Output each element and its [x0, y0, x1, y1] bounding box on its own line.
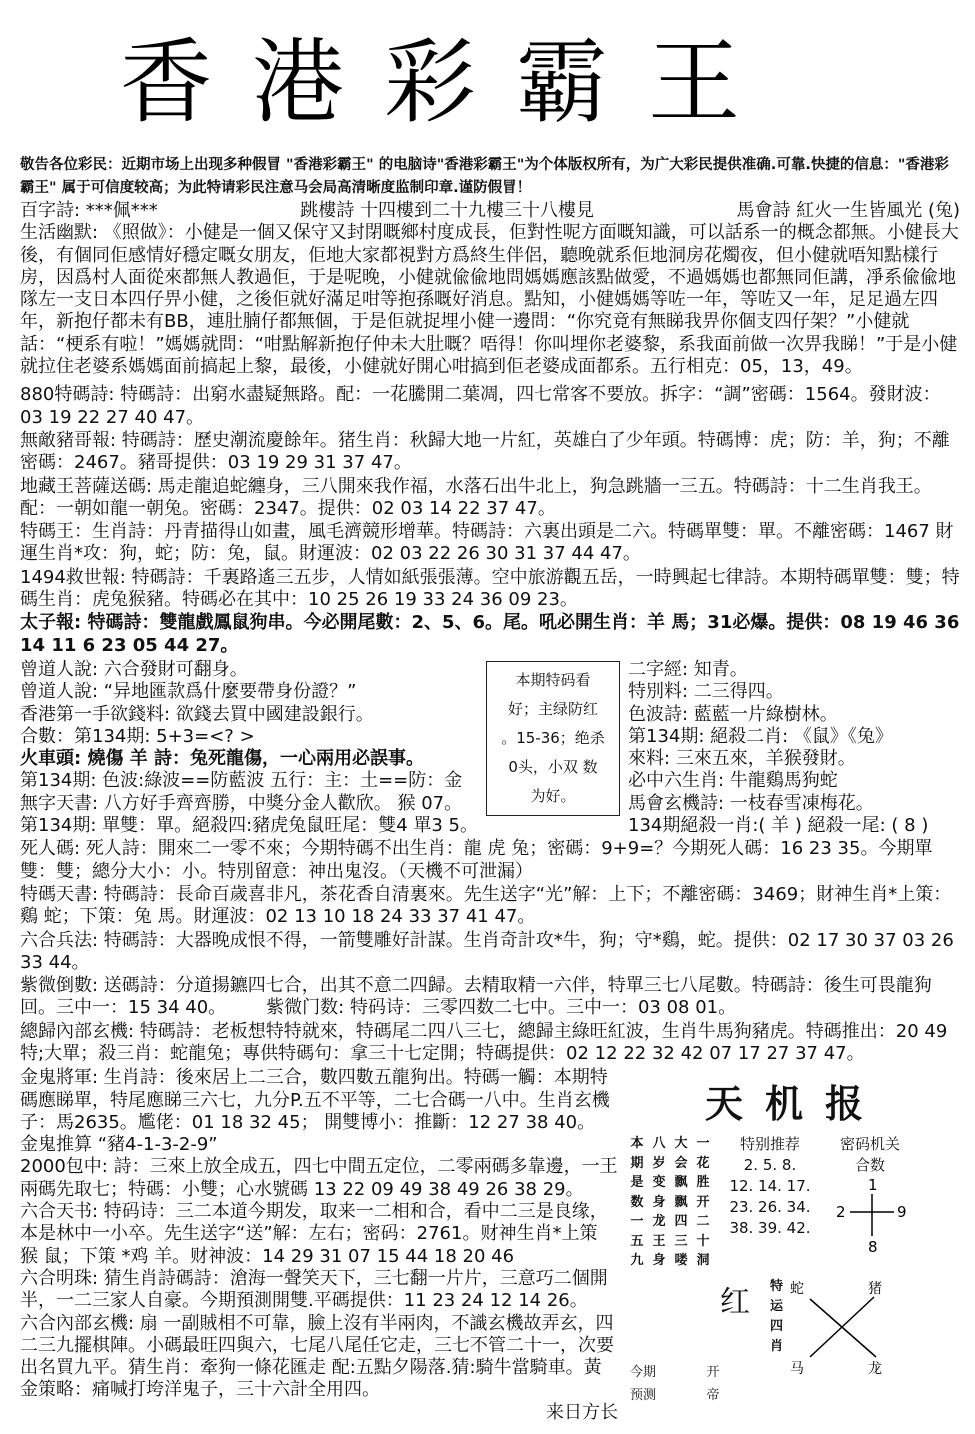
cross-right: 9 [897, 1203, 907, 1222]
box-line: 0头，小双 数 [508, 757, 598, 776]
box-line: 本期特码看 [515, 670, 591, 689]
right-line: 134期絕殺一肖:( 羊 ) 絕殺一尾: ( 8 ) [628, 815, 929, 837]
left-line: 無字天書: 八方好手齊齊勝，中獎分金人歡欣。 猴 07。 [20, 792, 463, 814]
section-zonggui: 總歸內部玄機: 特碼詩：老板想特特就來，特碼尾二四八三七，總歸主綠旺紅波，生肖牛馬狗豬虎。特碼推出：20 49特;大單；殺三肖：蛇龍兔；專供特碼句：拿三十七定開；特碼提供：02 12 22 32 42 07 17 27 37 47。 [20, 1020, 948, 1064]
section-ziwei-block [20, 975, 960, 1020]
recommend-row: 38. 39. 42. [729, 1219, 811, 1238]
cross-top: 1 [868, 1176, 878, 1195]
left-line: 曾道人說: 六合發財可翻身。 [20, 658, 248, 680]
section-tianshu: 特碼天書: 特碼詩：長命百歲喜非凡，茶花香自清裏來。先生送字“光”解：上下；不離密碼：3469；財神生肖*上策：鷄 蛇；下策：兔 馬。財運波：02 13 10 18 24 33 37 41 47。 [20, 883, 952, 928]
section-880: 880特碼詩: 特碼詩：出窮水盡疑無路。配：一花騰開二葉凋，四七常客不要放。拆字：“調”密碼：1564。發財波：03 19 22 27 40 47。 [20, 384, 941, 428]
humor-section: 生活幽默: 《照做》：小健是一個又保守又封閉嘅鄉村度成長，佢對性呢方面嘅知識，可以話系一的概念都無。小健長大後，有個同佢感情好穩定嘅女朋友，佢地大家都視對方爲終生伴侶，聽晚就系佢地洞房花燭夜，但小健就唔知點樣行房，因爲村人面從來都無人教過佢，于是呢晚，小健就偸偸地問媽媽應該點做愛，不過媽媽也都無同佢講，凈系偸偸地隊左一支日本四仔畀小健，之後佢就好滿足咁等抱孫嘅好消息。點知，小健媽媽等咗一年，等咗又一年，足足過左四年，新抱仔都未有BB，連肚腩仔都無個，于是佢就捉埋小健一邊問：“你究竟有無睇我畀你個支四仔架？”小健就話：“梗系有啦！”媽媽就問：“咁點解新抱仔仲未大肚嘅？唔得！你叫埋你老婆黎，系我面前做一次畀我睇！”于是小健就拉住老婆系媽媽面前搞起上黎，最後，小健就好開心咁搞到佢老婆成面都系。五行相克：05，13，49。 [20, 222, 959, 378]
tianjibao-panel [630, 1067, 960, 1403]
right-line: 二字經: 知青。 [628, 658, 748, 680]
poem-columns [630, 1134, 710, 1271]
highlight-box [486, 661, 620, 816]
tianjibao-top-row [630, 1134, 960, 1271]
cross-diagram [830, 1176, 910, 1258]
forecast-grid [630, 1361, 760, 1403]
recommend-title: 特别推荐 [739, 1135, 800, 1154]
section-temawang: 特碼王：生肖詩：丹青描得山如畫，風毛濟競形增華。特碼詩：六裏出頭是二六。特碼單雙：單。不離密碼：1467 財運生肖*攻：狗，蛇；防：兔，鼠。財運波：02 03 22 26 30 31 37 44 47。 [20, 521, 954, 565]
left-line: 第134期: 色波:綠波==防藍波 五行：主：土==防：金 [20, 770, 463, 792]
left-list [20, 659, 478, 837]
poem-column: 一花胜开二十洞 [696, 1136, 710, 1269]
forecast-label: 预测 [630, 1387, 657, 1403]
bottom-area [20, 1067, 960, 1424]
zodiac-pig: 猪 [868, 1280, 882, 1297]
left-line: 合數：第134期: 5+3=<? > [20, 725, 255, 747]
forecast-label: 帝 [706, 1387, 720, 1403]
section-dizang: 地藏王菩薩送碼: 馬走龍追蛇纏身，三八開來我作福，水落石出牛北上，狗急跳牆一三五。特碼詩：十二生肖我王。配：一朝如龍一朝兔。密碼：2347。提供：02 03 14 22 37 47。 [20, 475, 932, 519]
recommend-row: 23. 26. 34. [729, 1198, 811, 1217]
box-line: 为好。 [530, 786, 576, 805]
cross-bottom: 8 [868, 1238, 878, 1257]
zodiac-snake: 蛇 [790, 1280, 804, 1297]
code-title: 密码机关 [839, 1135, 900, 1154]
right-line: 第134期: 絕殺二肖: 《鼠》《兔》 [628, 725, 893, 747]
copyright-notice: 敬告各位彩民：近期市场上出现多种假冒 "香港彩霸王" 的电脑诗"香港彩霸王"为个体版权所有，为广大彩民提供准确.可靠.快捷的信息："香港彩霸王" 属于可信度较高；为此特请彩民注意马会局高清晰度监制印章.谨防假冒！ [20, 157, 949, 196]
recommend-row: 12. 14. 17. [729, 1177, 811, 1196]
poem-row [20, 200, 960, 222]
left-line: 曾道人說: “异地匯款爲什麼要帶身份證？” [20, 681, 357, 703]
section-baozhong: 2000包中: 詩：三來上放全成五，四七中間五定位，二零兩碼多靠邊，一王兩碼先取七；特碼：小雙；心水號碼 13 22 09 49 38 49 26 38 29。 [20, 1156, 618, 1200]
forecast-label: 开 [706, 1364, 720, 1380]
left-line: 火車頭: 燒傷 羊 詩：兔死龍傷，一心兩用必誤事。 [20, 748, 424, 770]
tiaolou-poem: 跳樓詩 十四樓到二十九樓三十八樓見 [300, 200, 595, 221]
tianjibao-bottom-row [630, 1277, 960, 1403]
four-zodiac [770, 1277, 888, 1377]
section-mingzhu: 六合明珠: 猜生肖詩碼詩：滄海一聲笑天下，三七翻一片片，三意巧二個開半，一二三家人自豪。今期預測開雙.平碼提供：11 23 24 12 14 26。 [20, 1267, 608, 1312]
forecast-label: 今期 [630, 1364, 657, 1380]
box-line: 。15-36；绝杀 [501, 728, 605, 747]
section-taizi: 太子報: 特碼詩：雙龍戲鳳鼠狗串。今必開尾數：2、5、6。尾。吼必開生肖：羊 馬；31必爆。提供：08 19 46 36 14 11 6 23 05 44 27。 [20, 612, 960, 656]
baizi-poem: 百字詩: ***佩*** [20, 200, 158, 221]
left-line: 第134期: 單雙：單。絕殺四:豬虎兔鼠旺尾：雙4 單3 5。 [20, 815, 479, 837]
section-pig: 無敵豬哥報: 特碼詩：歷史潮流慶餘年。猪生肖：秋歸大地一片紅，英雄白了少年頭。特碼博：虎；防：羊，狗；不離密碼：2467。豬哥提供：03 19 29 31 37 47。 [20, 429, 950, 474]
right-line: 必中六生肖: 牛龍鷄馬狗蛇 [628, 770, 838, 792]
poem-column: 本期是数一五九 [630, 1136, 644, 1269]
middle-area [20, 659, 960, 837]
poem-column: 大会飘飘四三喽 [674, 1136, 688, 1269]
left-line: 香港第一手欲錢料: 欲錢去買中國建設銀行。 [20, 703, 374, 725]
four-zodiac-cross [788, 1277, 888, 1377]
bottom-left [20, 1067, 618, 1424]
tail-text: 来日方长 [546, 1401, 618, 1423]
section-jingui-calc: 金鬼推算 “豬4-1-3-2-9” [20, 1134, 218, 1156]
cross-left: 2 [836, 1203, 846, 1222]
poem-column: 八岁变身龙王身 [652, 1136, 666, 1269]
section-dead: 死人碼: 死人詩：開來二一零不來；今期特碼不出生肖：龍 虎 兔；密碼：9+9=？今期死人碼：16 23 35。今期單雙：雙；總分大小：小。特別留意：神出鬼沒。（天機不可泄漏） [20, 838, 933, 882]
recommend-row: 2. 5. 8. [743, 1156, 797, 1175]
section-1494: 1494救世報: 特碼詩：千裏路遙三五步，人情如紙張張薄。空中旅游觀五岳，一時興起七律詩。本期特碼單雙：雙；特碼生肖：虎兔猴豬。特碼必在其中：10 25 26 19 33 24 36 09 23。 [20, 566, 960, 611]
right-line: 馬會玄機詩: 一枝春雪凍梅花。 [628, 792, 874, 814]
special-recommend [720, 1134, 820, 1239]
red-forecast [630, 1277, 760, 1403]
section-ziwei: 紫微倒數: 送碼詩：分道揚鑣四七合，出其不意二四歸。去精取精一六伴，特單三七八尾數。特碼詩：後生可畏龍狗回。三中一：15 34 40。 [20, 975, 932, 1019]
right-list [628, 659, 960, 837]
code-mechanism [830, 1134, 910, 1264]
section-ziwei-men: 紫微门数: 特码诗：三零四数二七中。三中一：03 08 01。 [266, 997, 737, 1019]
section-bingfa: 六合兵法: 特碼詩：大器晚成恨不得，一箭雙雕好計謀。生肖奇計攻*牛，狗；守*鷄，蛇。提供：02 17 30 37 03 26 33 44。 [20, 929, 954, 973]
zodiac-horse: 马 [790, 1360, 804, 1377]
section-neibu: 六合內部玄機: 扇 一副賊相不可靠，臉上沒有半兩肉，不識玄機故弄玄，四二三九擺棋陣。小碼最旺四與六，七尾八尾任它走，三七不管二十一，次要出名買九平。猜生肖：牽狗一條花匯走 配:五點夕陽落.猜:騎牛當騎車。黃金策略：痛喊打垮洋鬼子，三十六計全用四。 [20, 1312, 614, 1401]
right-line: 來料: 三來五來，羊猴發財。 [628, 748, 856, 770]
zodiac-dragon: 龙 [868, 1360, 882, 1377]
mahui-poem: 馬會詩 紅火一生皆風光 (兔) [736, 200, 960, 221]
four-zodiac-label: 特运四肖 [770, 1278, 784, 1354]
page-body [0, 154, 975, 1434]
tianjibao-title: 天机报 [704, 1081, 885, 1127]
color-red: 红 [720, 1284, 750, 1320]
section-tianshu2: 六合天书: 特码诗：三二本道今期发，取来一二相和合，看中二三是良缘，本是林中一小卒。先生送字“送”解：左右；密码：2761。财神生肖*上策 猴 鼠；下策 *鸡 羊。财神波：14 29 31 07 15 44 18 20 46 [20, 1201, 608, 1267]
box-line: 好；主绿防红 [507, 699, 598, 718]
section-jingui: 金鬼將軍: 生肖詩：後來居上二三合，數四數五龍狗出。特碼一觸：本期特碼應睇單，特尾應睇三六七，九分P.五不平等，二七合碼一八中。生肖玄機子：馬2635。尷佬：01 18 32 45； 開雙博小：推斷：12 27 38 40。 [20, 1067, 610, 1133]
code-sub: 合数 [854, 1156, 885, 1175]
right-line: 色波詩: 藍藍一片綠樹林。 [628, 703, 838, 725]
page-title: 香港彩霸王 [120, 29, 781, 136]
right-line: 特別料: 二三得四。 [628, 681, 784, 703]
